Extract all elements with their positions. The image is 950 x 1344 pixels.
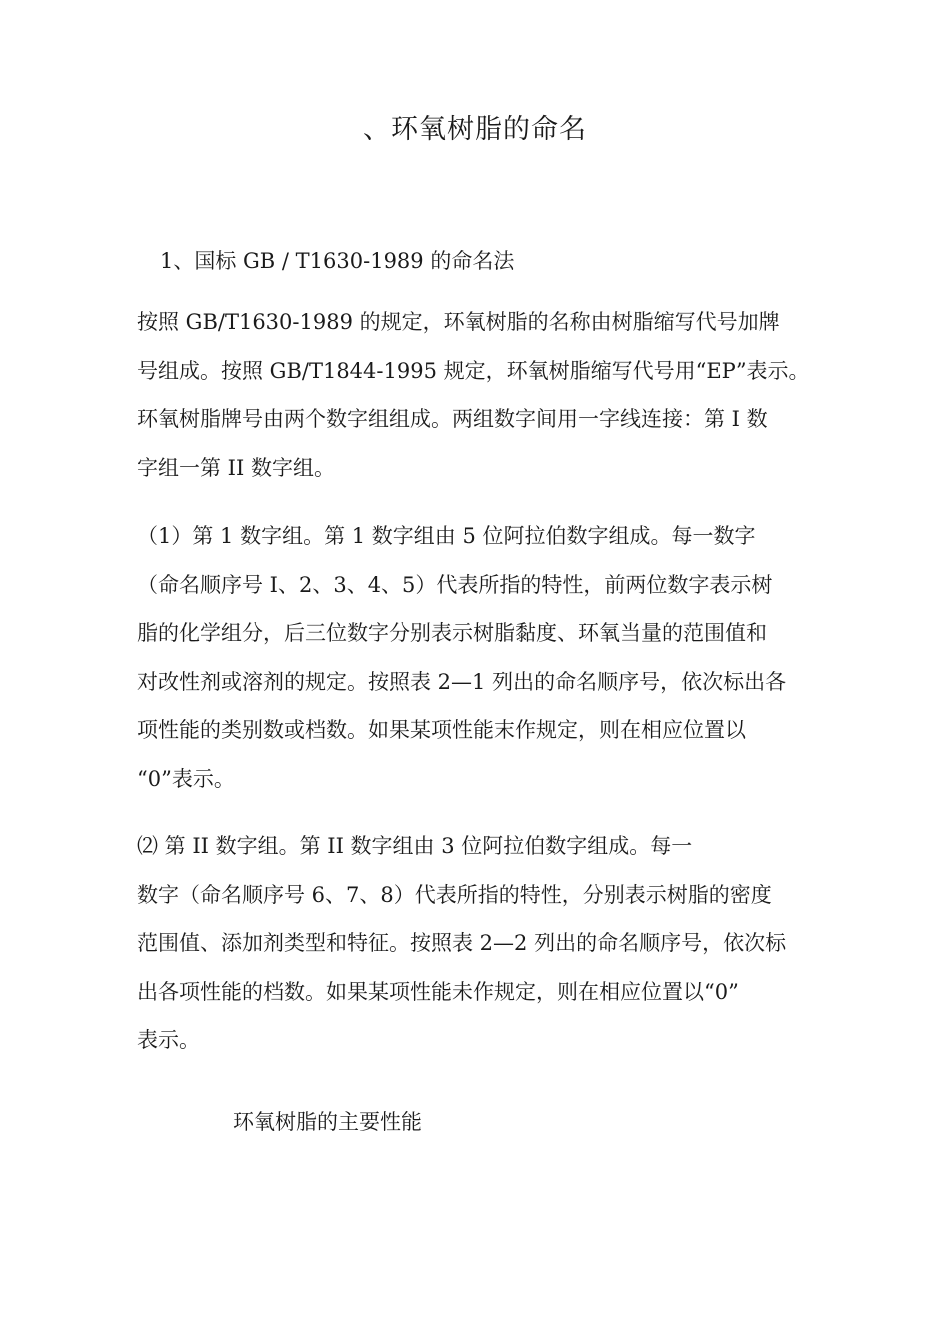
paragraph-line: 脂的化学组分，后三位数字分别表示树脂黏度、环氧当量的范围值和 [137,621,767,645]
paragraph-line: （命名顺序号 I、2、3、4、5）代表所指的特性，前两位数字表示树 [137,572,773,597]
section-heading: 1、国标 GB / T1630-1989 的命名法 [160,249,515,273]
paragraph-line: 按照 GB/T1630-1989 的规定，环氧树脂的名称由树脂缩写代号加牌 [137,310,780,334]
paragraph-1 [137,298,827,492]
paragraph-line: （1）第 1 数字组。第 1 数字组由 5 位阿拉伯数字组成。每一数字 [137,524,756,548]
paragraph-2 [137,512,827,803]
paragraph-3 [137,822,827,1065]
paragraph-line: ⑵ 第 II 数字组。第 II 数字组由 3 位阿拉伯数字组成。每一 [137,834,693,858]
paragraph-line: 环氧树脂牌号由两个数字组组成。两组数字间用一字线连接：第 I 数 [137,407,768,431]
paragraph-line: 数字（命名顺序号 6、7、8）代表所指的特性，分别表示树脂的密度 [137,882,772,907]
paragraph-line: 范围值、添加剂类型和特征。按照表 2—2 列出的命名顺序号，依次标 [137,931,787,955]
subheading: 环氧树脂的主要性能 [233,1110,422,1134]
paragraph-line: 对改性剂或溶剂的规定。按照表 2—1 列出的命名顺序号，依次标出各 [137,669,787,694]
paragraph-line: 项性能的类别数或档数。如果某项性能末作规定，则在相应位置以 [137,718,746,742]
paragraph-line: 字组一第 II 数字组。 [137,455,335,480]
document-title: 、环氧树脂的命名 [363,114,587,145]
paragraph-line: 号组成。按照 GB/T1844-1995 规定，环氧树脂缩写代号用“EP”表示。 [137,358,810,383]
paragraph-line: 表示。 [137,1028,200,1052]
paragraph-line: “0”表示。 [137,766,235,791]
paragraph-line: 出各项性能的档数。如果某项性能未作规定，则在相应位置以“0” [137,979,739,1004]
